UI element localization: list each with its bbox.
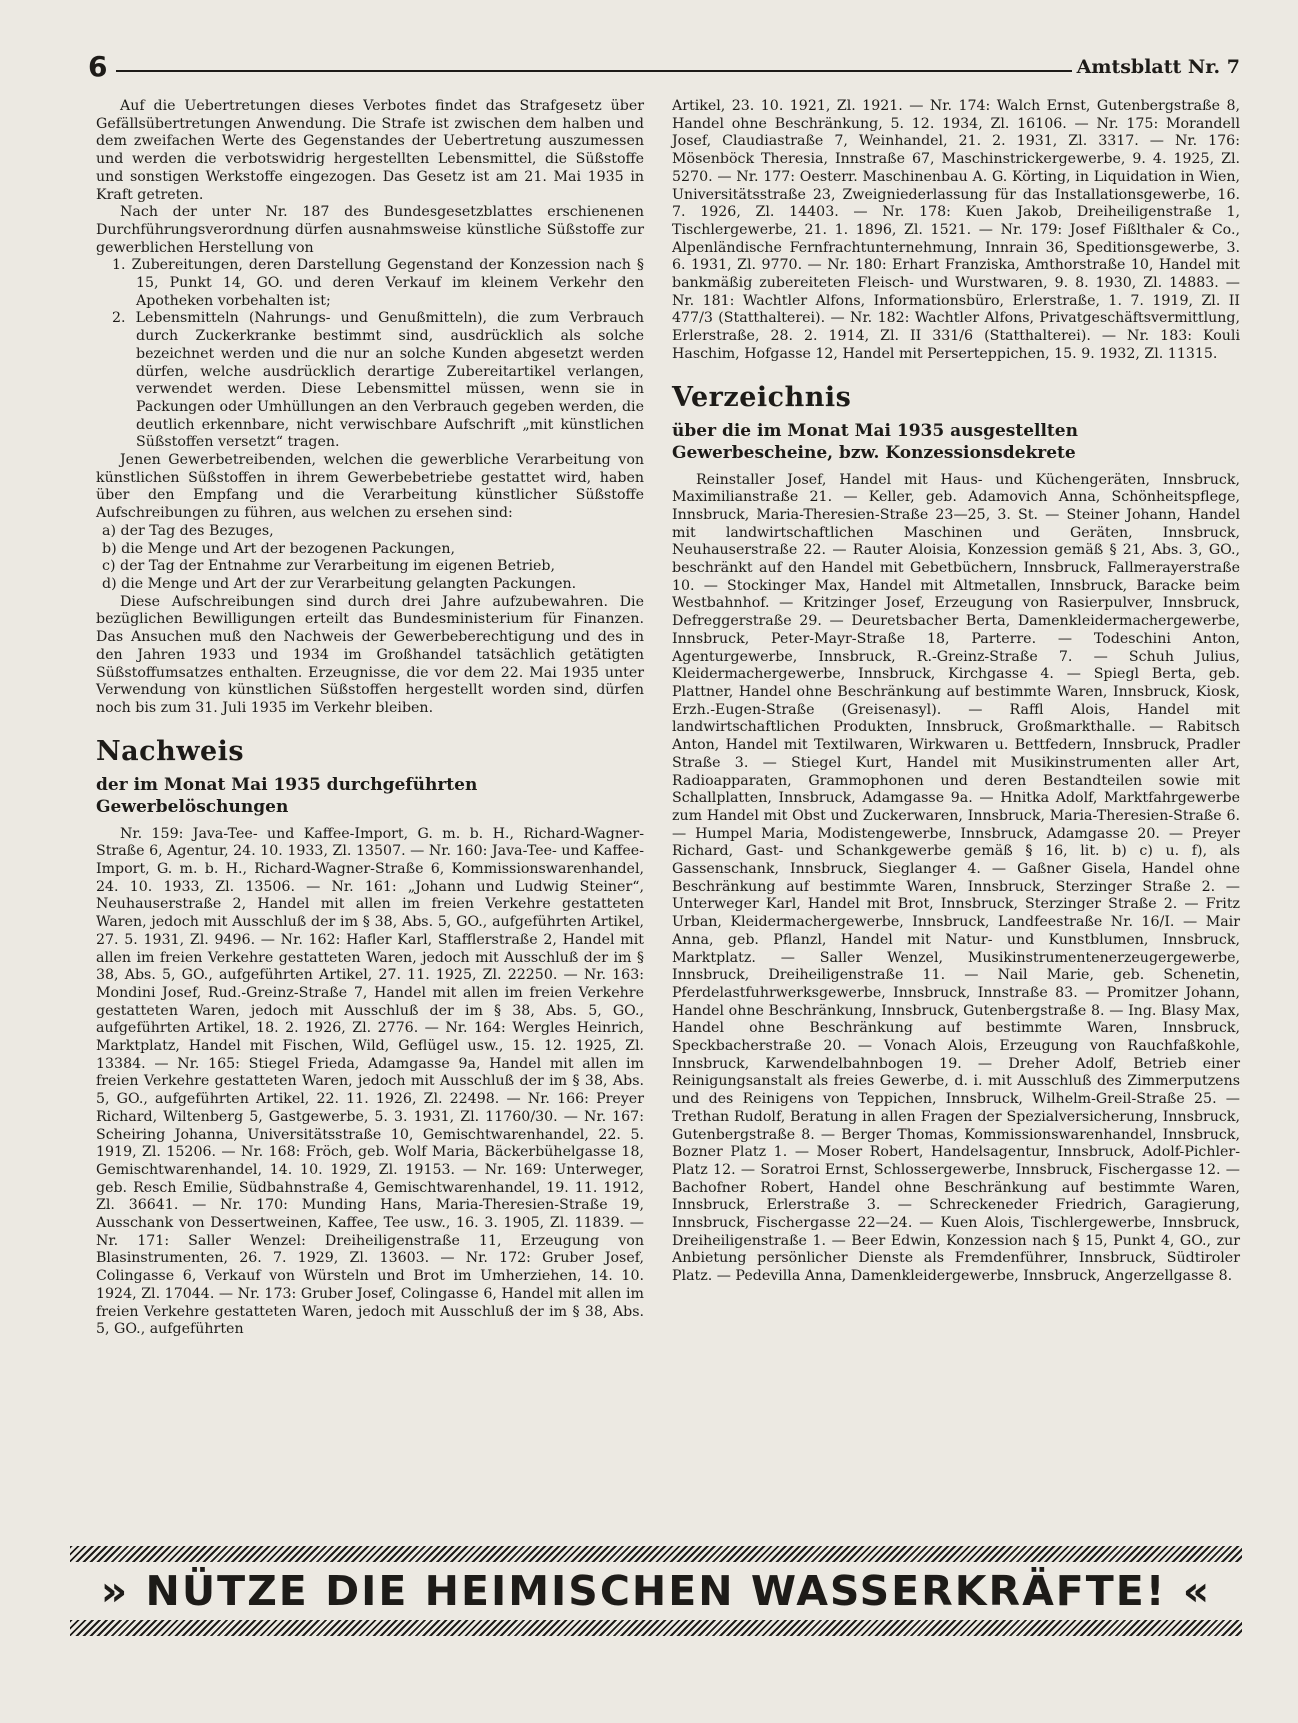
list-item: a) der Tag des Bezuges,: [102, 522, 274, 539]
section-subtitle-nachweis: der im Monat Mai 1935 durchgeführten Gewerbelöschungen: [96, 774, 478, 817]
deletions-continuation: Artikel, 23. 10. 1921, Zl. 1921. — Nr. 174: Walch Ernst, Gutenbergstraße 8, Handel ohne Beschränkung, 5. 12. 1934, Zl. 16106. — Nr. 175: Morandell Josef, Claudiastraße 7, Weinhandel, 21. 2. 1931, Zl. 3317. — Nr. 176: Mösenböck Theresia, Innstraße 67, Maschinstrickergewerbe, 9. 4. 1925, Zl. 5270. — Nr. 177: Oesterr. Maschinenbau A. G. Körting, in Liquidation in Wien, Universitätsstraße 23, Zweigniederlassung für das Installationsgewerbe, 16. 7. 1926, Zl. 14403. — Nr. 178: Kuen Jakob, Dreiheiligenstraße 1, Tischlergewerbe, 21. 1. 1896, Zl. 1521. — Nr. 179: Josef Fißlthaler & Co., Alpenländische Fernfrachtunternehmung, Innrain 36, Speditionsgewerbe, 3. 6. 1931, Zl. 9770. — Nr. 180: Erhart Franziska, Amthorstraße 10, Handel mit bankmäßig zubereiteten Fleisch- und Wurstwaren, 9. 8. 1930, Zl. 14883. — Nr. 181: Wachtler Alfons, Informationsbüro, Erlerstraße, 1. 7. 1919, Zl. II 477/3 (Statthalterei). — Nr. 182: Wachtler Alfons, Privatgeschäftsvermittlung, Erlerstraße, 28. 2. 1914, Zl. II 331/6 (Statthalterei). — Nr. 183: Kouli Haschim, Hofgasse 12, Handel mit Perserteppichen, 15. 9. 1932, Zl. 11315.: [672, 98, 1240, 362]
publication-title: Amtsblatt Nr. 7: [1076, 56, 1240, 78]
list-item: c) der Tag der Entnahme zur Verarbeitung im eigenen Betrieb,: [102, 558, 556, 575]
page-number: 6: [88, 50, 108, 83]
footer-hatched-rule-top: [70, 1546, 1242, 1562]
footer-hatched-rule-bottom: [70, 1620, 1242, 1636]
header-rule: [116, 70, 1072, 72]
numbered-list: [96, 257, 644, 452]
page-header: [88, 50, 1240, 84]
section-title-verzeichnis: Verzeichnis: [672, 381, 852, 413]
left-column: [96, 98, 644, 1339]
list-item: d) die Menge und Art der zur Verarbeitung gelangten Packungen.: [102, 575, 577, 592]
list-item: b) die Menge und Art der bezogenen Packungen,: [102, 540, 456, 557]
section-title-nachweis: Nachweis: [96, 735, 245, 767]
paragraph-3: Jenen Gewerbetreibenden, welchen die gewerbliche Verarbeitung von künstlichen Süßstoffen in ihrem Gewerbebetriebe gestattet wird, haben über den Empfang und die Verarbeitung künstlicher Süßstoffe Aufschreibungen zu führen, aus welchen zu ersehen sind:: [96, 452, 644, 522]
list-item: 2. Lebensmitteln (Nahrungs- und Genußmitteln), die zum Verbrauch durch Zuckerkranke bestimmt sind, ausdrücklich als solche bezeichnet werden und die nur an solche Kunden abgesetzt werden dürfen, welche ausdrücklich derartige Zubereitartikel verlangen, verwendet werden. Diese Lebensmittel müssen, wenn sie in Packungen oder Umhüllungen an den Verbrauch gegeben werden, die deutlich erkennbare, nicht verwischbare Aufschrift „mit künstlichen Süßstoffen versetzt“ tragen.: [112, 310, 644, 451]
licenses-list-text: Reinstaller Josef, Handel mit Haus- und Küchengeräten, Innsbruck, Maximilianstraße 21. — Keller, geb. Adamovich Anna, Schönheitspflege, Innsbruck, Maria-Theresien-Straße 23—25, 3. St. — Steiner Johann, Handel mit landwirtschaftlichen Maschinen und Geräten, Innsbruck, Neuhauserstraße 22. — Rauter Aloisia, Konzession gemäß § 21, Abs. 3, GO., beschränkt auf den Handel mit Gebetbüchern, Innsbruck, Fallmerayerstraße 10. — Stockinger Max, Handel mit Altmetallen, Innsbruck, Baracke beim Westbahnhof. — Kritzinger Josef, Erzeugung von Rasierpulver, Innsbruck, Defreggerstraße 29. — Deuretsbacher Berta, Damenkleidermachergewerbe, Innsbruck, Peter-Mayr-Straße 18, Parterre. — Todeschini Anton, Agenturgewerbe, Innsbruck, R.-Greinz-Straße 7. — Schuh Julius, Kleidermachergewerbe, Innsbruck, Kirchgasse 4. — Spiegl Berta, geb. Plattner, Handel ohne Beschränkung auf bestimmte Waren, Innsbruck, Kiosk, Erzh.-Eugen-Straße (Greisenasyl). — Raffl Alois, Handel mit landwirtschaftlichen Produkten, Innsbruck, Großmarkthalle. — Rabitsch Anton, Handel mit Textilwaren, Wirkwaren u. Bettfedern, Innsbruck, Pradler Straße 3. — Stiegel Kurt, Handel mit Musikinstrumenten aller Art, Radioapparaten, Grammophonen und deren Bestandteilen sowie mit Schallplatten, Innsbruck, Adamgasse 9a. — Hnitka Adolf, Marktfahrgewerbe zum Handel mit Obst und Zuckerwaren, Innsbruck, Maria-Theresien-Straße 6. — Humpel Maria, Modistengewerbe, Innsbruck, Adamgasse 20. — Preyer Richard, Gast- und Schankgewerbe gemäß § 16, lit. b) c) u. f), als Gassenschank, Innsbruck, Sieglanger 4. — Gaßner Gisela, Handel ohne Beschränkung auf bestimmte Waren, Innsbruck, Sterzinger Straße 2. — Unterweger Karl, Handel mit Brot, Innsbruck, Sterzinger Straße 2. — Fritz Urban, Kleidermachergewerbe, Innsbruck, Landfeestraße Nr. 16/I. — Mair Anna, geb. Pflanzl, Handel mit Natur- und Kunstblumen, Innsbruck, Marktplatz. — Saller Wenzel, Musikinstrumentenerzeugergewerbe, Innsbruck, Dreiheiligenstraße 11. — Nail Marie, geb. Schenetin, Pferdelastfuhrwerksgewerbe, Innsbruck, Innstraße 83. — Promitzer Johann, Handel ohne Beschränkung, Innsbruck, Gutenbergstraße 8. — Ing. Blasy Max, Handel ohne Beschränkung auf bestimmte Waren, Innsbruck, Speckbacherstraße 20. — Vonach Alois, Erzeugung von Rauchfaßkohle, Innsbruck, Karwendelbahnbogen 19. — Dreher Adolf, Betrieb einer Reinigungsanstalt als freies Gewerbe, d. i. mit Ausschluß des Zimmerputzens und des Reinigens von Teppichen, Innsbruck, Wilhelm-Greil-Straße 25. — Trethan Rudolf, Beratung in allen Fragen der Spezialversicherung, Innsbruck, Gutenbergstraße 8. — Berger Thomas, Kommissionswarenhandel, Innsbruck, Bozner Platz 1. — Moser Robert, Handelsagentur, Innsbruck, Adolf-Pichler-Platz 12. — Soratroi Ernst, Schlossergewerbe, Innsbruck, Fischergasse 12. — Bachofner Robert, Handel ohne Beschränkung auf bestimmte Waren, Innsbruck, Erlerstraße 3. — Schreckeneder Friedrich, Garagierung, Innsbruck, Fischergasse 22—24. — Kuen Alois, Tischlergewerbe, Innsbruck, Dreiheiligenstraße 1. — Beer Edwin, Konzession nach § 15, Punkt 4, GO., zur Anbietung persönlicher Dienste als Fremdenführer, Innsbruck, Südtiroler Platz. — Pedevilla Anna, Damenkleidergewerbe, Innsbruck, Angerzellgasse 8.: [672, 471, 1240, 1285]
intro-paragraph-1: Auf die Uebertretungen dieses Verbotes findet das Strafgesetz über Gefällsübertretungen Anwendung. Die Strafe ist zwischen dem halben und dem zweifachen Werte des Gegenstandes der Uebertretung auszumessen und werden die verbotswidrig hergestellten Lebensmittel, die Süßstoffe und sonstigen Werkstoffe eingezogen. Das Gesetz ist am 21. Mai 1935 in Kraft getreten.: [96, 98, 644, 203]
paragraph-4: Diese Aufschreibungen sind durch drei Jahre aufzubewahren. Die bezüglichen Bewilligungen erteilt das Bundesministerium für Finanzen. Das Ansuchen muß den Nachweis der Gewerbeberechtigung und des in den Jahren 1933 und 1934 im Großhandel tatsächlich getätigten Süßstoffumsatzes enthalten. Erzeugnisse, die vor dem 22. Mai 1935 unter Verwendung von künstlichen Süßstoffen hergestellt worden sind, dürfen noch bis zum 31. Juli 1935 im Verkehr bleiben.: [96, 593, 644, 716]
list-item: 1. Zubereitungen, deren Darstellung Gegenstand der Konzession nach § 15, Punkt 14, GO. und deren Verkauf im kleinem Verkehr den Apotheken vorbehalten ist;: [112, 257, 644, 309]
alpha-list: [96, 523, 644, 594]
intro-paragraph-2: Nach der unter Nr. 187 des Bundesgesetzblattes erschienenen Durchführungsverordnung dürfen ausnahmsweise künstliche Süßstoffe zur gewerblichen Herstellung von: [96, 204, 644, 256]
deletions-list-text: Nr. 159: Java-Tee- und Kaffee-Import, G. m. b. H., Richard-Wagner-Straße 6, Agentur, 24. 10. 1933, Zl. 13507. — Nr. 160: Java-Tee- und Kaffee-Import, G. m. b. H., Richard-Wagner-Straße 6, Kommissionswarenhandel, 24. 10. 1933, Zl. 13506. — Nr. 161: „Johann und Ludwig Steiner“, Neuhauserstraße 2, Handel mit allen im freien Verkehre gestatteten Waren, jedoch mit Ausschluß der im § 38, Abs. 5, GO., aufgeführten Artikel, 27. 5. 1931, Zl. 9496. — Nr. 162: Hafler Karl, Stafflerstraße 2, Handel mit allen im freien Verkehre gestatteten Waren, jedoch mit Ausschluß der im § 38, Abs. 5, GO., aufgeführten Artikel, 27. 11. 1925, Zl. 22250. — Nr. 163: Mondini Josef, Rud.-Greinz-Straße 7, Handel mit allen im freien Verkehre gestatteten Waren, jedoch mit Ausschluß der im § 38, Abs. 5, GO., aufgeführten Artikel, 18. 2. 1926, Zl. 2776. — Nr. 164: Wergles Heinrich, Marktplatz, Handel mit Fischen, Wild, Geflügel usw., 15. 12. 1925, Zl. 13384. — Nr. 165: Stiegel Frieda, Adamgasse 9a, Handel mit allen im freien Verkehre gestatteten Waren, jedoch mit Ausschluß der im § 38, Abs. 5, GO., aufgeführten Artikel, 22. 11. 1926, Zl. 22498. — Nr. 166: Preyer Richard, Wiltenberg 5, Gastgewerbe, 5. 3. 1931, Zl. 11760/30. — Nr. 167: Scheiring Johanna, Universitätsstraße 10, Gemischtwarenhandel, 22. 5. 1919, Zl. 15206. — Nr. 168: Fröch, geb. Wolf Maria, Bäckerbühelgasse 18, Gemischtwarenhandel, 14. 10. 1929, Zl. 19153. — Nr. 169: Unterweger, geb. Resch Emilie, Südbahnstraße 4, Gemischtwarenhandel, 19. 11. 1912, Zl. 36641. — Nr. 170: Munding Hans, Maria-Theresien-Straße 19, Ausschank von Dessertweinen, Kaffee, Tee usw., 16. 3. 1905, Zl. 11839. — Nr. 171: Saller Wenzel: Dreiheiligenstraße 11, Erzeugung von Blasinstrumenten, 26. 7. 1929, Zl. 13603. — Nr. 172: Gruber Josef, Colingasse 6, Verkauf von Würsteln und Brot im Umherziehen, 14. 10. 1924, Zl. 17044. — Nr. 173: Gruber Josef, Colingasse 6, Handel mit allen im freien Verkehre gestatteten Waren, jedoch mit Ausschluß der im § 38, Abs. 5, GO., aufgeführten: [96, 825, 644, 1338]
right-column: [672, 98, 1240, 1286]
section-subtitle-verzeichnis: über die im Monat Mai 1935 ausgestellten Gewerbescheine, bzw. Konzessionsdekrete: [672, 420, 1078, 463]
footer-slogan: » NÜTZE DIE HEIMISCHEN WASSERKRÄFTE! «: [100, 1567, 1212, 1615]
